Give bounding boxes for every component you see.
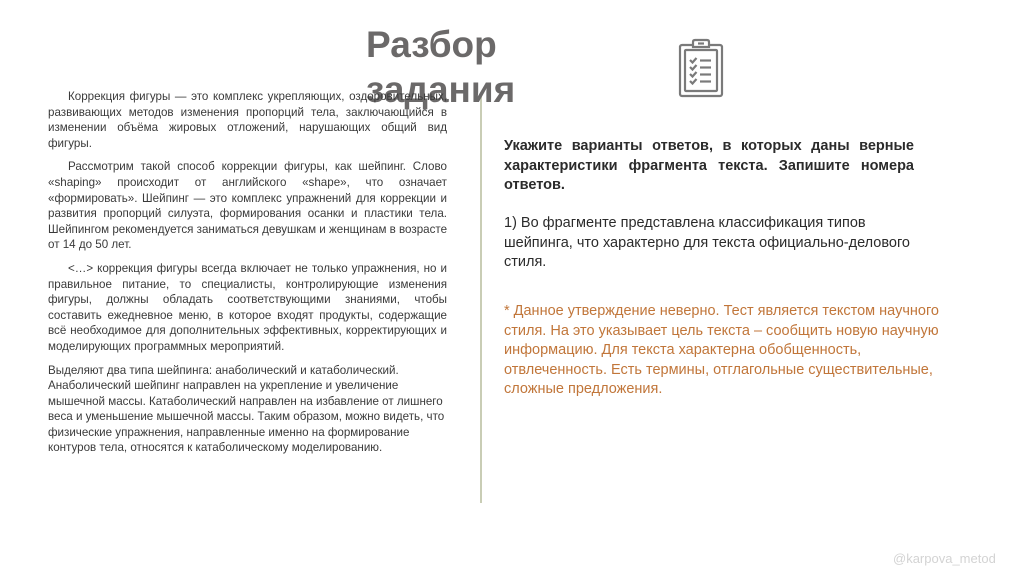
watermark: @karpova_metod [893, 551, 996, 566]
vertical-divider [480, 95, 482, 503]
clipboard-checklist-icon [678, 38, 724, 98]
task-question: Укажите варианты ответов, в которых даны верные характеристики фрагмента текста. Запишите номера ответов. [504, 138, 914, 193]
paragraph-2: Рассмотрим такой способ коррекции фигуры, как шейпинг. Слово «shaping» происходит от английского «shape», что означает «формировать». Шейпинг — это комплекс упражнений для коррекции и развития пропорций силуэта, формирования осанки и пластики тела. Шейпингом рекомендуется заниматься девушкам и женщинам в возрасте от 14 до 50 лет. [48, 160, 448, 252]
slide-title: Разбор задания [366, 24, 516, 110]
paragraph-4: Выделяют два типа шейпинга: анаболический и катаболический. Анаболический шейпинг направлен на укрепление и увеличение мышечной массы. Катаболический направлен на избавление от лишнего веса и уменьшение мышечной массы. Таким образом, можно видеть, что физические упражнения, направленные именно на формирование контуров тела, относятся к катаболическому моделированию. [48, 363, 445, 455]
paragraph-1: Коррекция фигуры — это комплекс укрепляющих, оздоровительных, развивающих методов изменения пропорций тела, заключающийся в изменении объёма жировых отложений, нарушающих общий вид фигуры. [48, 90, 447, 150]
answer-option-1: 1) Во фрагменте представлена классификация типов шейпинга, что характерно для текста официально-делового стиля. [504, 215, 910, 270]
paragraph-3: <…> коррекция фигуры всегда включает не только упражнения, но и правильное питание, то специалисты, контролирующие изменения фигуры, должны обладать соответствующими знаниями, чтобы составить ежедневное меню, в которое входят продукты, содержащие всё необходимое для дополнительных эффективных, корректирующих и моделирующих программных мероприятий. [48, 261, 447, 353]
answer-explanation: * Данное утверждение неверно. Тест является текстом научного стиля. На это указывает цель текста – сообщить новую научную информацию. Для текста характерна обобщенность, отвлеченность. Есть термины, отглагольные существительные, сложные предложения. [504, 303, 939, 397]
source-text [48, 89, 447, 464]
